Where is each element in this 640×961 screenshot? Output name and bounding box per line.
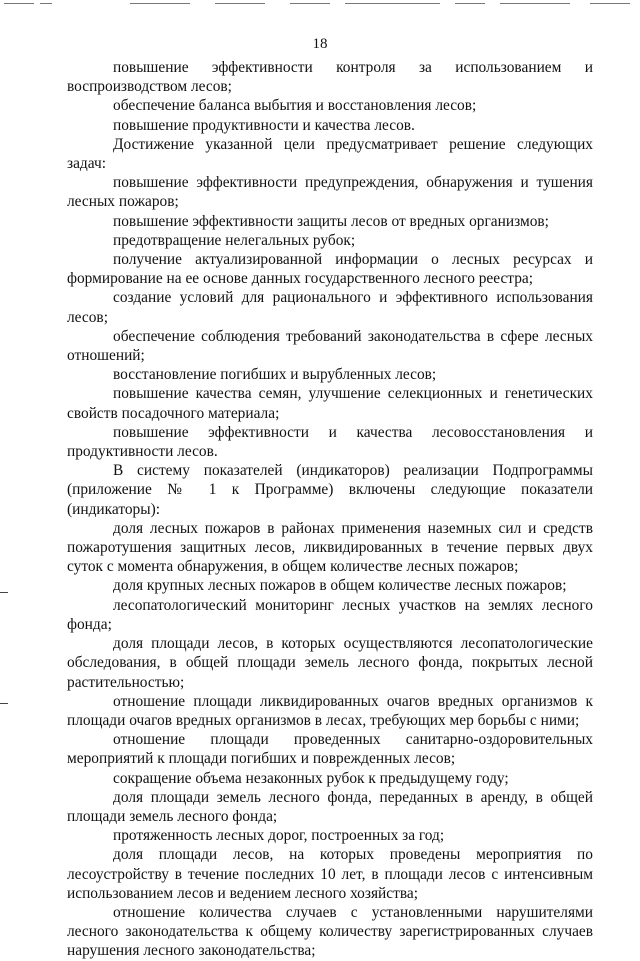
- paragraph: повышение эффективности контроля за использованием и воспроизводством лесов;: [67, 59, 593, 96]
- scan-top-artifacts: [0, 0, 640, 10]
- paragraph: отношение количества случаев с установленными нарушителями лесного законодательства к общему количеству зарегистрированных случаев нарушения лесного законодательства;: [67, 903, 593, 960]
- paragraph: обеспечение соблюдения требований законодательства в сфере лесных отношений;: [67, 327, 593, 365]
- paragraph: протяженность лесных дорог, построенных за год;: [113, 827, 445, 845]
- paragraph: доля площади лесов, на которых проведены мероприятия по лесоустройству в течение последних 10 лет, в площади лесов с интенсивным использованием лесов и ведением лесного хозяйства;: [67, 846, 593, 902]
- paragraph: доля площади земель лесного фонда, переданных в аренду, в общей площади земель лесного фонда;: [67, 788, 593, 825]
- page-number: 18: [312, 36, 328, 52]
- paragraph: доля крупных лесных пожаров в общем количестве лесных пожаров;: [113, 577, 567, 595]
- paragraph: сокращение объема незаконных рубок к предыдущему году;: [113, 769, 509, 787]
- paragraph: повышение продуктивности и качества лесов.: [113, 116, 415, 134]
- document-body: [67, 58, 593, 961]
- paragraph: повышение эффективности защиты лесов от вредных организмов;: [113, 212, 549, 230]
- paragraph: отношение площади ликвидированных очагов вредных организмов к площади очагов вредных организмов в лесах, требующих мер борьбы с ними;: [67, 692, 593, 729]
- paragraph: лесопатологический мониторинг лесных участков на землях лесного фонда;: [67, 596, 593, 633]
- paragraph: доля лесных пожаров в районах применения наземных сил и средств пожаротушения защитных лесов, ликвидированных в течение первых двух суток с момента обнаружения, в общем количестве лесных пожаров;: [67, 519, 593, 576]
- paragraph: В систему показателей (индикаторов) реализации Подпрограммы (приложение № 1 к Программе) включены следующие показатели (индикаторы):: [67, 462, 593, 518]
- paragraph: создание условий для рационального и эффективного использования лесов;: [67, 289, 593, 326]
- paragraph: повышение эффективности и качества лесовосстановления и продуктивности лесов.: [67, 423, 593, 461]
- paragraph: восстановление погибших и вырубленных лесов;: [113, 366, 437, 384]
- paragraph: получение актуализированной информации о лесных ресурсах и формирование на ее основе данных государственного лесного реестра;: [67, 251, 593, 288]
- paragraph: отношение площади проведенных санитарно-оздоровительных мероприятий к площади погибших и поврежденных лесов;: [67, 731, 593, 768]
- scan-edge-mark: [0, 703, 8, 704]
- paragraph: предотвращение нелегальных рубок;: [113, 231, 356, 249]
- paragraph: повышение качества семян, улучшение селекционных и генетических свойств посадочного материала;: [67, 385, 593, 422]
- scan-edge-mark: [0, 592, 8, 593]
- paragraph: повышение эффективности предупреждения, обнаружения и тушения лесных пожаров;: [67, 174, 593, 211]
- paragraph: Достижение указанной цели предусматривает решение следующих задач:: [67, 135, 593, 173]
- paragraph: доля площади лесов, в которых осуществляются лесопатологические обследования, в общей площади земель лесного фонда, покрытых лесной растительностью;: [67, 635, 593, 691]
- paragraph: обеспечение баланса выбытия и восстановления лесов;: [113, 97, 477, 115]
